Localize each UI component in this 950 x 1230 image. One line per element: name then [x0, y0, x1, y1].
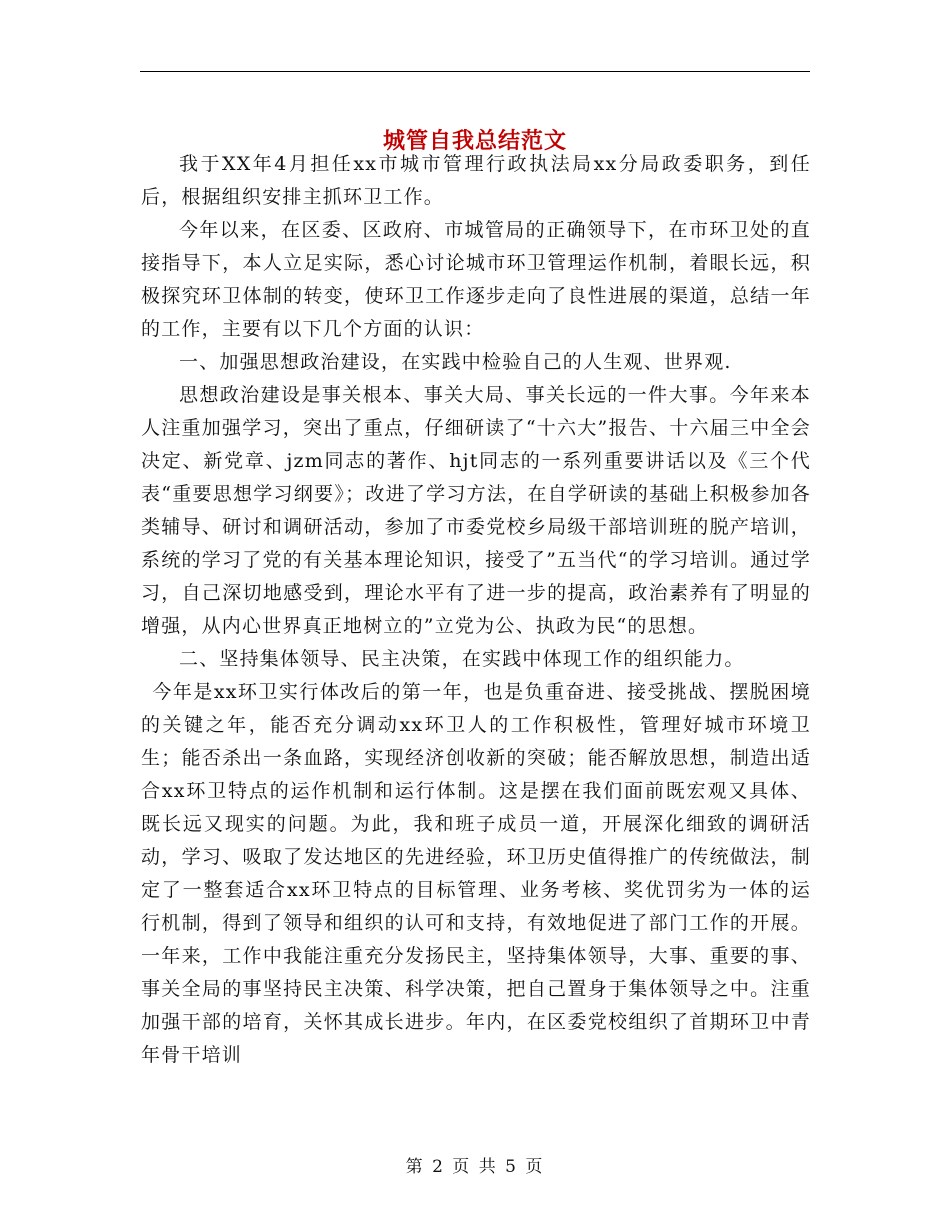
- section-heading-1: 一、加强思想政治建设，在实践中检验自己的人生观、世界观.: [179, 351, 732, 373]
- document-body: [141, 148, 811, 1072]
- header-rule: [140, 71, 810, 72]
- document-title: 城管自我总结范文: [382, 127, 567, 154]
- section-heading-2: 二、坚持集体领导、民主决策，在实践中体现工作的组织能力。: [179, 648, 745, 670]
- paragraph-section-2: 今年是xx环卫实行体改后的第一年，也是负重奋进、接受挑战、摆脱困境的关键之年，能否充分调动xx环卫人的工作积极性，管理好城市环境卫生；能否杀出一条血路，实现经济创收新的突破；能否解放思想，制造出适合xx环卫特点的运作机制和运行体制。这是摆在我们面前既宏观又具体、既长远又现实的问题。为此，我和班子成员一道，开展深化细致的调研活动，学习、吸取了发达地区的先进经验，环卫历史值得推广的传统做法，制定了一整套适合xx环卫特点的目标管理、业务考核、奖优罚劣为一体的运行机制，得到了领导和组织的认可和支持，有效地促进了部门工作的开展。一年来，工作中我能注重充分发扬民主，坚持集体领导，大事、重要的事、事关全局的事坚持民主决策、科学决策，把自己置身于集体领导之中。注重加强干部的培育，关怀其成长进步。年内，在区委党校组织了首期环卫中青年骨干培训: [141, 681, 811, 1066]
- paragraph-section-1: 思想政治建设是事关根本、事关大局、事关长远的一件大事。今年来本人注重加强学习，突出了重点，仔细研读了“十六大”报告、十六届三中全会决定、新党章、jzm同志的著作、hjt同志的一系列重要讲话以及《三个代表“重要思想学习纲要》；改进了学习方法，在自学研读的基础上积极参加各类辅导、研讨和调研活动，参加了市委党校乡局级干部培训班的脱产培训，系统的学习了党的有关基本理论知识，接受了”五当代“的学习培训。通过学习，自己深切地感受到，理论水平有了进一步的提高，政治素养有了明显的增强，从内心世界真正地树立的”立党为公、执政为民“的思想。: [141, 384, 811, 637]
- paragraph-overview: 今年以来，在区委、区政府、市城管局的正确领导下，在市环卫处的直接指导下，本人立足实际，悉心讨论城市环卫管理运作机制，着眼长远，积极探究环卫体制的转变，使环卫工作逐步走向了良性进展的渠道，总结一年的工作，主要有以下几个方面的认识：: [141, 219, 811, 340]
- paragraph-intro: 我于XX年4月担任xx市城市管理行政执法局xx分局政委职务，到任后，根据组织安排主抓环卫工作。: [141, 153, 811, 208]
- page-number: 第 2 页 共 5 页: [405, 1157, 545, 1177]
